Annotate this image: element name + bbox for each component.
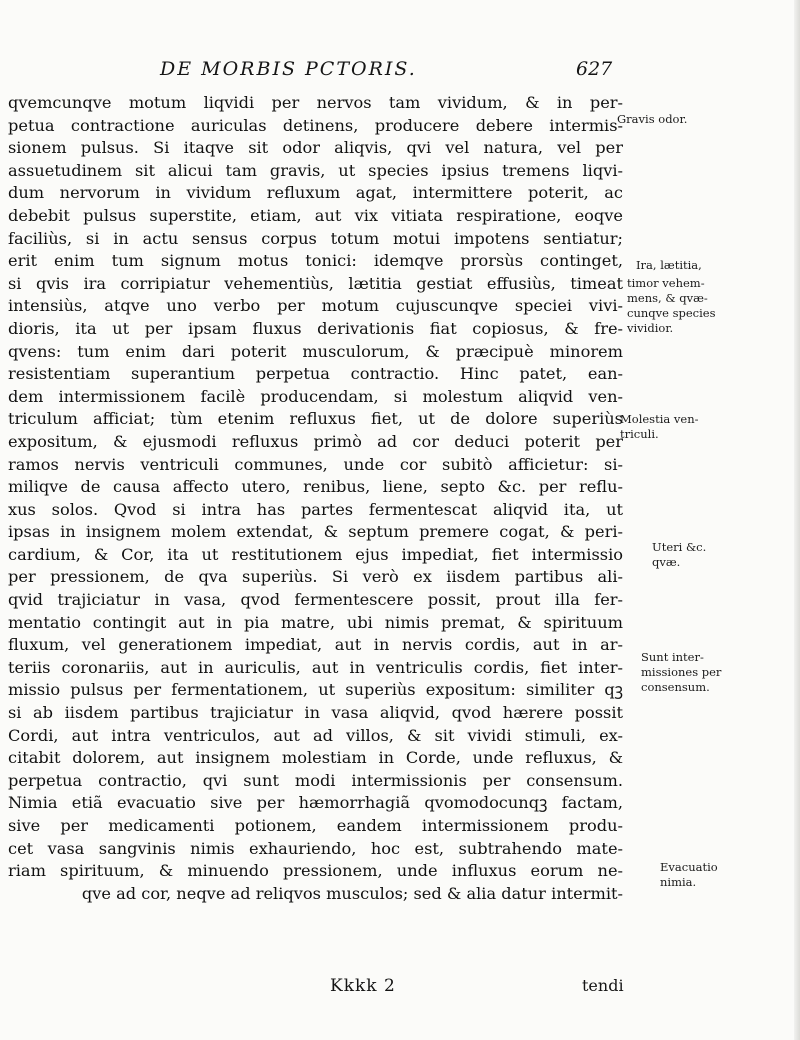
text-line: qvid trajiciatur in vasa, qvod fermentescere possit, prout illa fer- (8, 590, 623, 610)
margin-note-line: vividior. (627, 321, 674, 335)
text-line: ramos nervis ventriculi communes, unde cor subitò afficietur: si- (8, 454, 623, 474)
margin-note-line: Gravis odor. (617, 112, 688, 126)
text-line: sive per medicamenti potionem, eandem intermissionem produ- (8, 816, 623, 835)
text-line: ipsas in insignem molem extendat, & septum premere cogat, & peri- (8, 522, 623, 542)
margin-note-line: mens, & qvæ- (627, 291, 708, 305)
text-line: cardium, & Cor, ita ut restitutionem ejus impediat, fiet intermissio (8, 544, 623, 564)
margin-note-line: Sunt inter- (641, 650, 704, 664)
text-line: sionem pulsus. Si itaqve sit odor aliqvis, qvi vel natura, vel per (8, 138, 623, 158)
catchword: tendi (582, 976, 624, 995)
margin-note-molestia-ventriculi (620, 412, 699, 442)
text-line: qvemcunqve motum liqvidi per nervos tam vividum, & in per- (8, 93, 623, 112)
text-line: si qvis ira corripiatur vehementiùs, lætitia gestiat effusiùs, timeat (8, 273, 623, 293)
margin-note-line: timor vehem- (627, 276, 705, 290)
text-line: qvens: tum enim dari poterit musculorum, & præcipuè minorem (8, 341, 623, 361)
text-line: si ab iisdem partibus trajiciatur in vasa aliqvid, qvod hærere possit (8, 703, 623, 723)
running-title: DE MORBIS PCTORIS. (160, 58, 417, 80)
margin-note-ira-laetitia-cont (627, 276, 715, 336)
margin-note-line: cunqve species (627, 306, 716, 320)
text-line: dem intermissionem facilè producendam, si molestum aliqvid ven- (8, 386, 623, 406)
margin-note-line: Molestia ven- (620, 412, 699, 426)
margin-note-line: nimia. (660, 875, 697, 889)
text-line: intensiùs, atqve uno verbo per motum cujuscunqve speciei vivi- (8, 296, 623, 316)
margin-note-sunt-intermissiones (641, 650, 721, 695)
margin-note-uteri (652, 540, 706, 570)
text-line: teriis coronariis, aut in auriculis, aut in ventriculis cordis, fiet inter- (8, 657, 623, 677)
margin-note-ira-laetitia (636, 258, 702, 273)
margin-note-line: qvæ. (652, 555, 681, 569)
page-edge-shadow (794, 0, 800, 1040)
text-line: citabit dolorem, aut insignem molestiam in Corde, unde refluxus, & (8, 748, 623, 768)
text-line: debebit pulsus superstite, etiam, aut vix vitiata respiratione, eoqve (8, 205, 623, 225)
text-line: dum nervorum in vividum refluxum agat, intermittere poterit, ac (8, 183, 623, 203)
text-line: dioris, ita ut per ipsam fluxus derivationis fiat copiosus, & fre- (8, 318, 623, 338)
text-line: riam spirituum, & minuendo pressionem, unde influxus eorum ne- (8, 861, 623, 881)
text-line: triculum afficiat; tùm etenim refluxus fiet, ut de dolore superiùs (8, 409, 623, 429)
body-text (8, 92, 623, 905)
text-line: perpetua contractio, qvi sunt modi intermissionis per consensum. (8, 770, 623, 790)
signature-mark: Kkkk 2 (330, 976, 396, 996)
text-line: assuetudinem sit alicui tam gravis, ut species ipsius tremens liqvi- (8, 160, 623, 180)
text-line: Cordi, aut intra ventriculos, aut ad villos, & sit vividi stimuli, ex- (8, 725, 623, 745)
page-header (0, 58, 800, 88)
text-line: fluxum, vel generationem impediat, aut in nervis cordis, aut in ar- (8, 635, 623, 655)
margin-note-line: Ira, lætitia, (636, 258, 702, 272)
margin-note-line: Uteri &c. (652, 540, 707, 554)
text-line: miliqve de causa affecto utero, renibus, liene, septo &c. per reflu- (8, 477, 623, 497)
text-line: Nimia etiã evacuatio sive per hæmorrhagiã qvomodocunqꝫ factam, (8, 793, 623, 813)
text-line: missio pulsus per fermentationem, ut superiùs expositum: similiter qꝫ (8, 680, 623, 700)
margin-note-line: missiones per (641, 665, 722, 679)
text-line: expositum, & ejusmodi refluxus primò ad cor deduci poterit per (8, 431, 623, 451)
text-line: petua contractione auriculas detinens, producere debere intermis- (8, 115, 623, 135)
margin-note-gravis-odor (617, 112, 687, 127)
text-line: xus solos. Qvod si intra has partes fermentescat aliqvid ita, ut (8, 499, 623, 519)
text-line: faciliùs, si in actu sensus corpus totum motui impotens sentiatur; (8, 228, 623, 248)
page-number: 627 (576, 58, 613, 80)
margin-note-line: triculi. (620, 427, 659, 441)
text-line: resistentiam superantium perpetua contractio. Hinc patet, ean- (8, 364, 623, 384)
margin-note-line: consensum. (641, 680, 710, 694)
margin-note-evacuatio-nimia (660, 860, 718, 890)
text-line: cet vasa sangvinis nimis exhauriendo, hoc est, subtrahendo mate- (8, 838, 623, 858)
text-line: erit enim tum signum motus tonici: idemqve prorsùs continget, (8, 251, 623, 271)
margin-note-line: Evacuatio (660, 860, 718, 874)
text-line: per pressionem, de qva superiùs. Si verò ex iisdem partibus ali- (8, 567, 623, 587)
text-line: mentatio contingit aut in pia matre, ubi nimis premat, & spirituum (8, 612, 623, 632)
text-line: qve ad cor, neqve ad reliqvos musculos; sed & alia datur intermit- (81, 883, 623, 903)
